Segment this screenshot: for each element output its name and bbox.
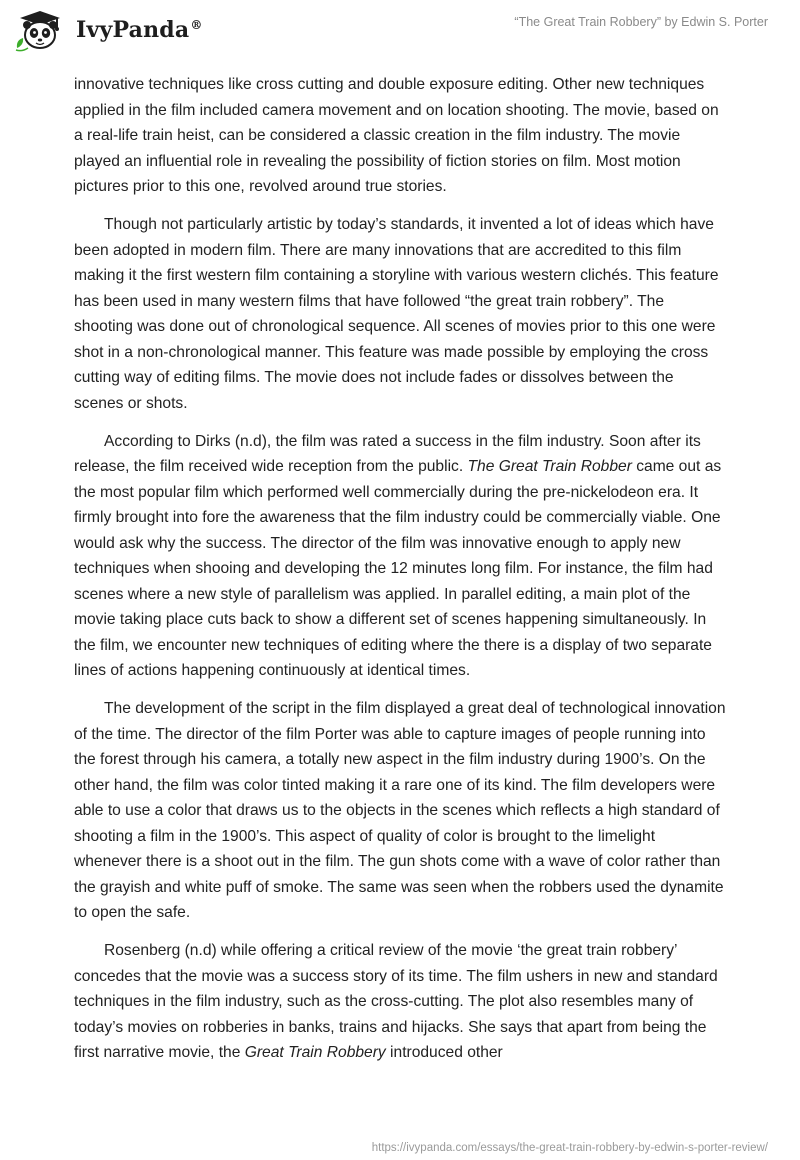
essay-paragraph [74, 938, 726, 1066]
registered-mark: ® [190, 17, 203, 32]
paragraph-text: Though not particularly artistic by today’s standards, it invented a lot of ideas which have been adopted in modern film. There are many innovations that are accredited to this film making it the first western film containing a storyline with various western clichés. This feature has been used in many western films that have followed “the great train robbery”. The shooting was done out of chronological sequence. All scenes of movies prior to this one were shot in a non-chronological manner. This feature was made possible by employing the cross cutting way of editing films. The movie does not include fades or dissolves between the scenes or shots. [74, 216, 719, 412]
paragraph-text: According to Dirks (n.d), the film was rated a success in the film industry. Soon after its release, the film received wide reception from the public. [74, 432, 701, 475]
italic-title: The Great Train Robber [467, 458, 632, 475]
page-header [0, 0, 800, 60]
paragraph-text: The development of the script in the film displayed a great deal of technological innovation of the time. The director of the film Porter was able to capture images of people running into the forest through his camera, a totally new aspect in the film industry during 1900’s. On the other hand, the film was color tinted making it a rare one of its kind. The film developers were able to use a color that draws us to the objects in the scenes which reflects a high standard of shooting a film in the 1900’s. This aspect of quality of color is brought to the limelight whenever there is a shoot out in the film. The gun shots come with a wave of color rather than the grayish and white puff of smoke. The same was seen when the robbers used the dynamite to open the safe. [74, 700, 726, 921]
paragraph-text: introduced other [385, 1044, 503, 1061]
essay-paragraph [74, 429, 726, 684]
italic-title: Great Train Robbery [244, 1044, 386, 1061]
paragraph-text: Rosenberg (n.d) while offering a critical review of the movie ‘the great train robbery’ concedes that the movie was a success story of its time. The film ushers in new and standard techniques in the film industry, such as the cross-cutting. The plot also resembles many of today’s movies on robberies in banks, trains and hijacks. She says that apart from being the first narrative movie, the [74, 942, 718, 1061]
essay-paragraph [74, 212, 726, 416]
paragraph-text: came out as the most popular film which performed well commercially during the pre-nickelodeon era. It firmly brought into fore the awareness that the film industry could be commercially viable. One would ask why the success. The director of the film was innovative enough to apply new techniques when shooing and developing the 12 minutes long film. For instance, the film had scenes where a new style of parallelism was applied. In parallel editing, a main plot of the movie taking place cuts back to show a different set of scenes happening simultaneously. In the film, we encounter new techniques of editing where the there is a display of two separate lines of actions happening continuously at identical times. [74, 458, 722, 679]
document-title: “The Great Train Robbery” by Edwin S. Porter [514, 15, 768, 29]
ivypanda-logo[interactable] [14, 8, 203, 52]
brand-name: IvyPanda® [76, 17, 203, 43]
paragraph-text: innovative techniques like cross cutting and double exposure editing. Other new techniques applied in the film included camera movement and on location shooting. The movie, based on a real-life train heist, can be considered a classic creation in the film industry. The movie played an influential role in revealing the possibility of fiction stories on film. Most motion pictures prior to this one, revolved around true stories. [74, 76, 719, 195]
essay-paragraph [74, 696, 726, 926]
essay-body [74, 72, 726, 1078]
essay-paragraph [74, 72, 726, 200]
panda-graduate-icon [14, 8, 72, 52]
source-url[interactable]: https://ivypanda.com/essays/the-great-train-robbery-by-edwin-s-porter-review/ [371, 1142, 768, 1154]
